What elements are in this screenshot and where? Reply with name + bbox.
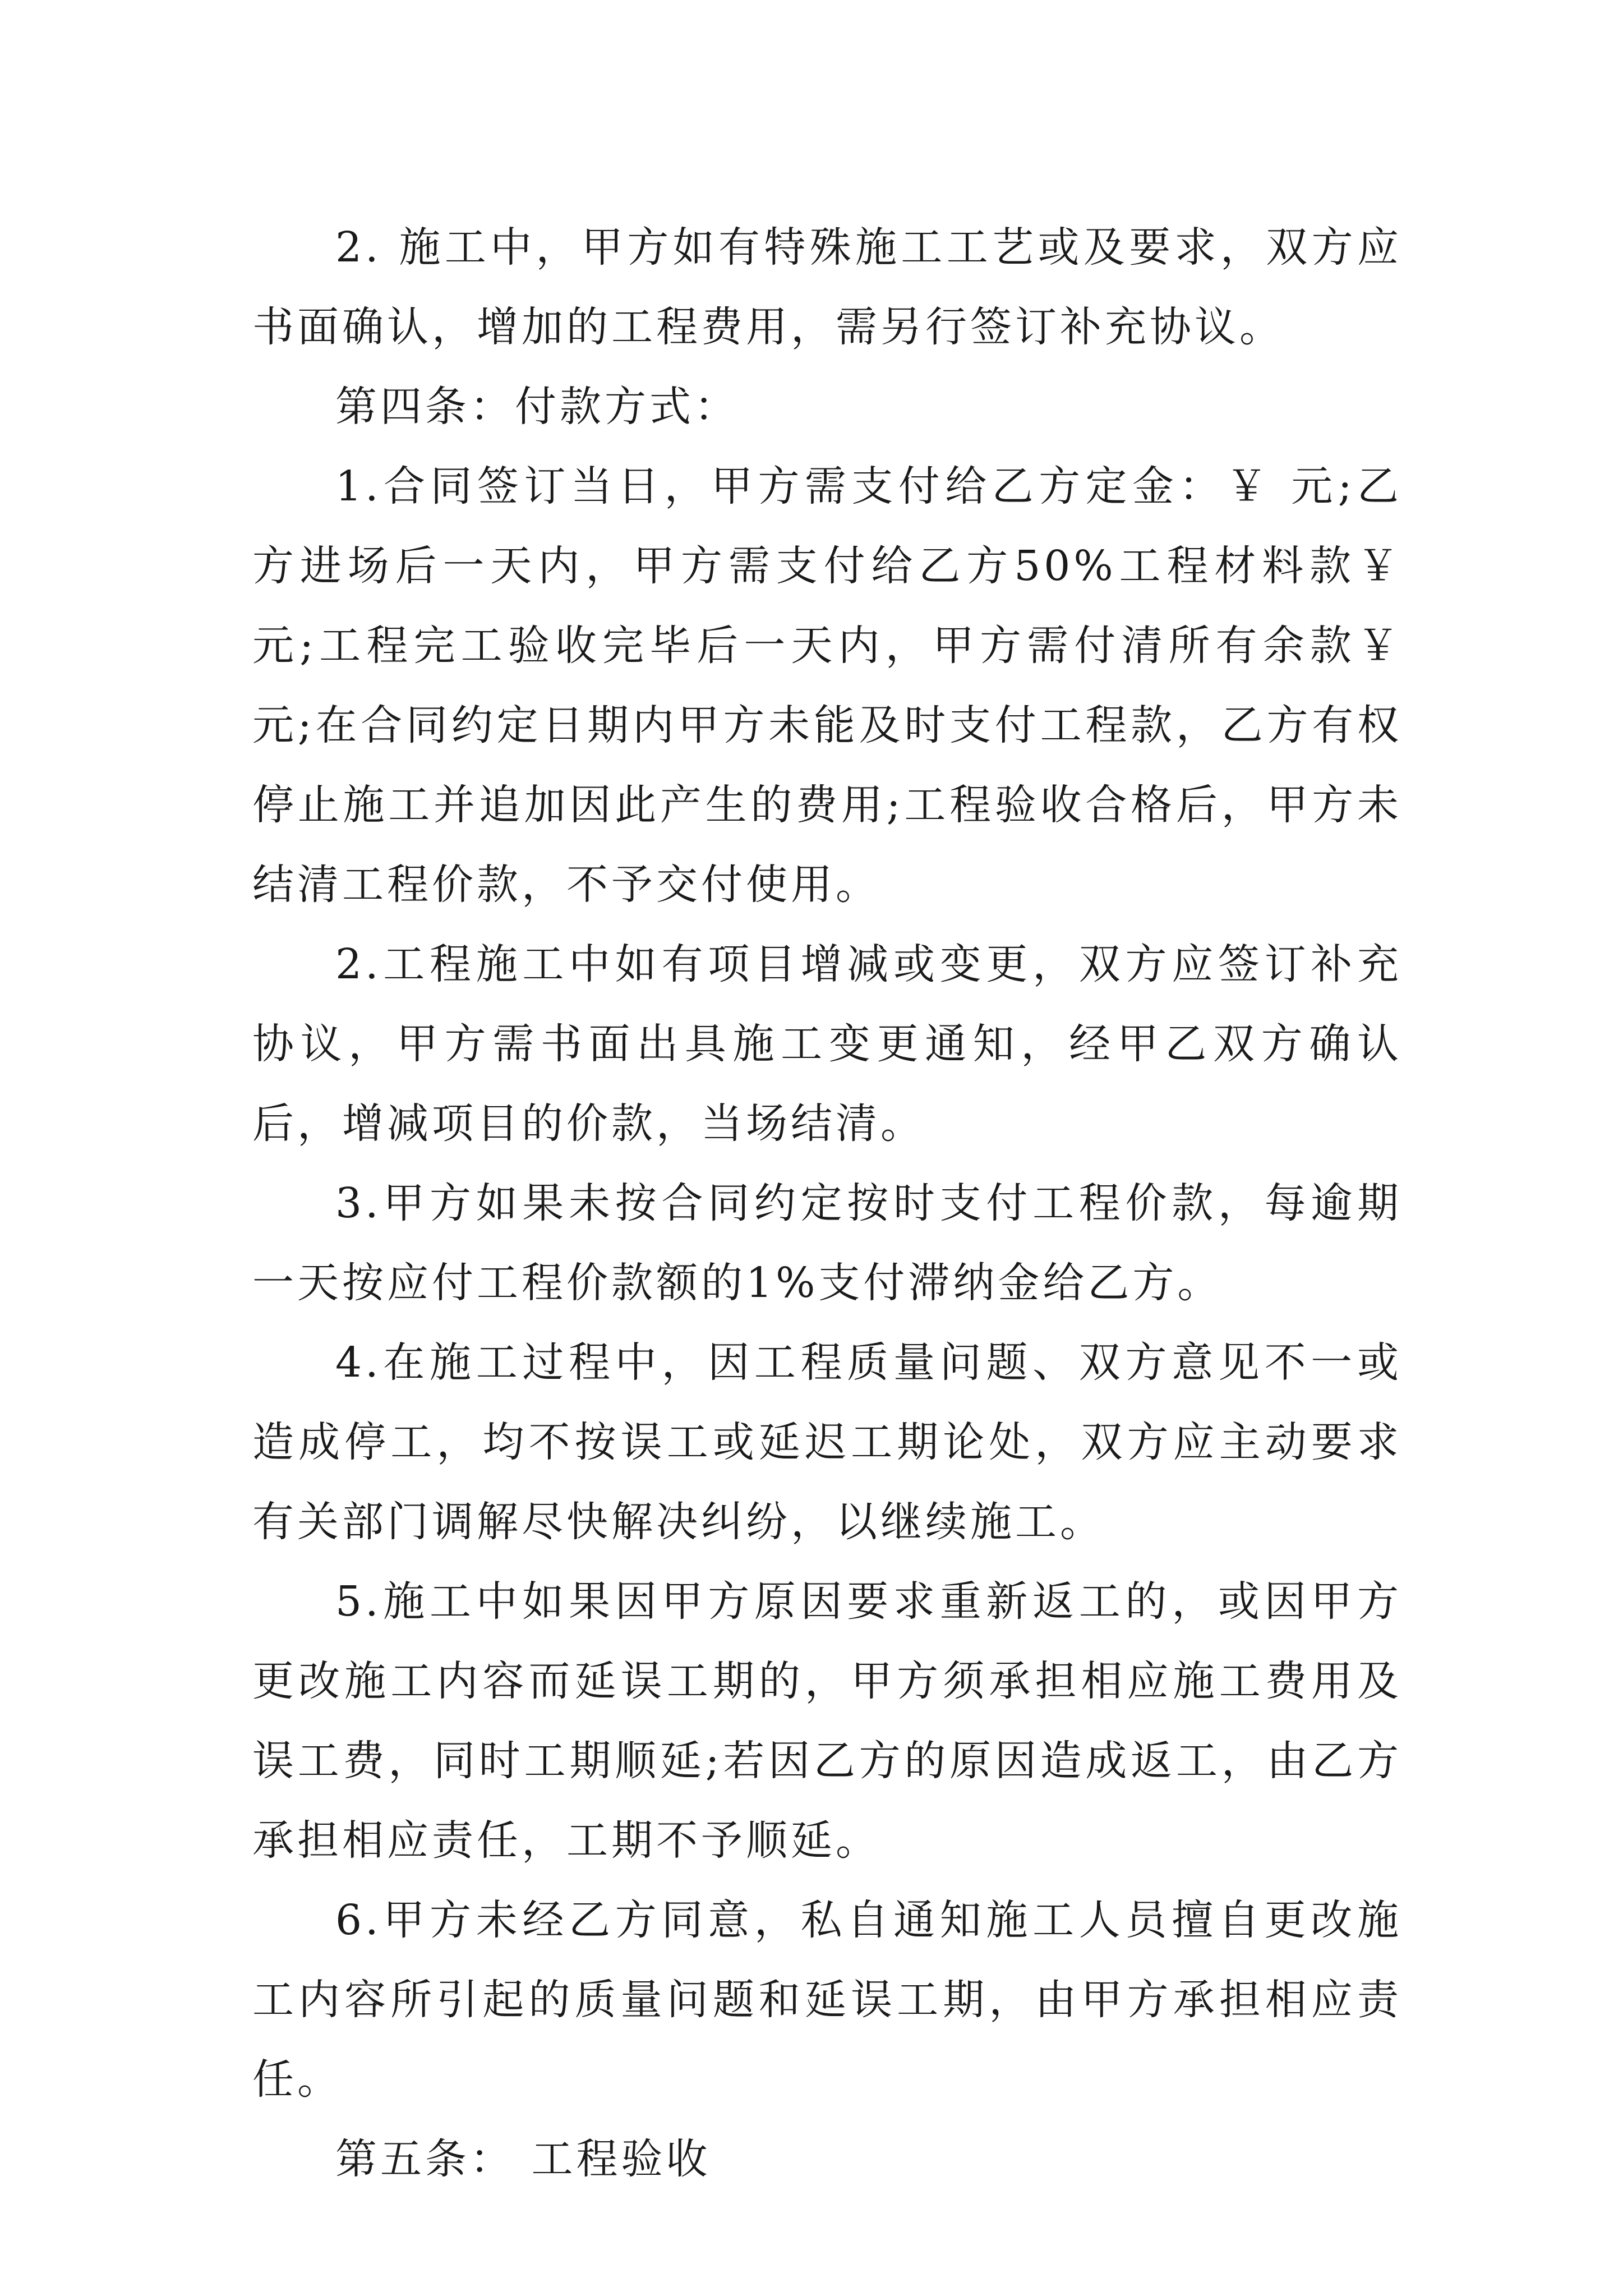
paragraph-clause-3-item-2: 2. 施工中，甲方如有特殊施工工艺或及要求，双方应书面确认，增加的工程费用，需另行签订补充协议。 bbox=[252, 223, 1402, 351]
paragraph-payment-item-1: 1.合同签订当日，甲方需支付给乙方定金：￥ 元;乙方进场后一天内，甲方需支付给乙方50%工程材料款￥ 元;工程完工验收完毕后一天内，甲方需付清所有余款￥ 元;在合同约定日期内甲方未能及时支付工程款，乙方有权停止施工并追加因此产生的费用;工程验收合格后，甲方未结清工程价款，不予交付使用。 bbox=[252, 462, 1402, 909]
article-5-heading: 第五条： 工程验收 bbox=[335, 2135, 711, 2183]
paragraph-payment-item-5: 5.施工中如果因甲方原因要求重新返工的，或因甲方更改施工内容而延误工期的，甲方须承担相应施工费用及误工费，同时工期顺延;若因乙方的原因造成返工，由乙方承担相应责任，工期不予顺延。 bbox=[252, 1577, 1402, 1865]
document-body bbox=[252, 208, 1402, 2199]
paragraph-payment-item-3: 3.甲方如果未按合同约定按时支付工程价款，每逾期一天按应付工程价款额的1%支付滞纳金给乙方。 bbox=[252, 1179, 1402, 1307]
paragraph-payment-item-4: 4.在施工过程中，因工程质量问题、双方意见不一或造成停工，均不按误工或延迟工期论处，双方应主动要求有关部门调解尽快解决纠纷，以继续施工。 bbox=[252, 1338, 1402, 1546]
paragraph-payment-item-2: 2.工程施工中如有项目增减或变更，双方应签订补充协议，甲方需书面出具施工变更通知，经甲乙双方确认后，增减项目的价款，当场结清。 bbox=[252, 940, 1402, 1148]
paragraph-payment-item-6: 6.甲方未经乙方同意，私自通知施工人员擅自更改施工内容所引起的质量问题和延误工期，由甲方承担相应责任。 bbox=[252, 1896, 1402, 2104]
article-4-heading: 第四条：付款方式： bbox=[335, 383, 739, 431]
